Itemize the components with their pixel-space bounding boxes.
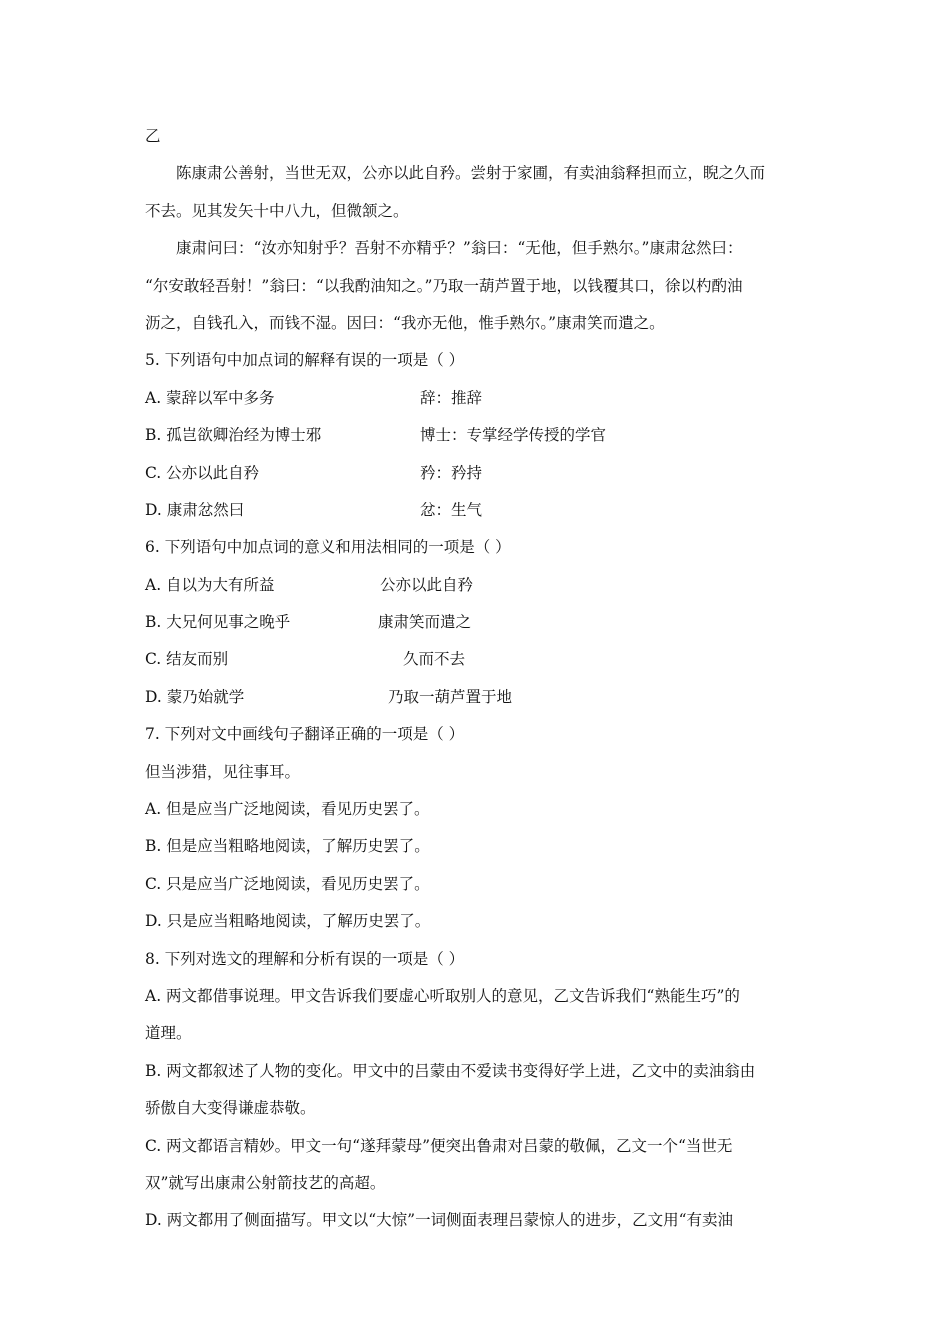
passage-paragraph-1-line-2: 不去。见其发矢十中八九，但微颔之。 bbox=[145, 201, 409, 220]
question-8-option-d-line-1: D. 两文都用了侧面描写。甲文以“大惊”一词侧面表理吕蒙惊人的进步，乙文用“有卖油 bbox=[145, 1211, 734, 1230]
option-text: D. 康肃忿然曰 bbox=[145, 500, 245, 519]
passage-paragraph-1-line-1: 陈康肃公善射，当世无双，公亦以此自矜。尝射于家圃，有卖油翁释担而立，睨之久而 bbox=[176, 164, 766, 183]
question-7-option-c: C. 只是应当广泛地阅读，看见历史罢了。 bbox=[145, 874, 430, 893]
option-note: 博士：专掌经学传授的学官 bbox=[420, 426, 607, 445]
question-5-option-c bbox=[145, 455, 807, 492]
option-text: D. 蒙乃始就学 bbox=[145, 687, 245, 706]
option-text: B. 大兄何见事之晚乎 bbox=[145, 613, 291, 632]
passage-paragraph-2-line-1: 康肃问曰：“汝亦知射乎？吾射不亦精乎？”翁曰：“无他，但手熟尔。”康肃忿然曰： bbox=[176, 239, 743, 258]
question-8-option-c-line-1: C. 两文都语言精妙。甲文一句“遂拜蒙母”便突出鲁肃对吕蒙的敬佩，乙文一个“当世无 bbox=[145, 1136, 733, 1155]
question-8-stem: 8. 下列对选文的理解和分析有误的一项是（ ） bbox=[145, 949, 465, 968]
option-note: 公亦以此自矜 bbox=[380, 575, 474, 594]
question-6-option-c bbox=[145, 641, 807, 678]
question-5-option-d bbox=[145, 492, 807, 529]
question-7-stem: 7. 下列对文中画线句子翻译正确的一项是（ ） bbox=[145, 725, 465, 744]
option-text: A. 自以为大有所益 bbox=[145, 575, 275, 594]
question-5-option-b bbox=[145, 417, 807, 454]
passage-paragraph-2-line-3: 沥之，自钱孔入，而钱不湿。因曰：“我亦无他，惟手熟尔。”康肃笑而遣之。 bbox=[145, 313, 665, 332]
question-7-option-a: A. 但是应当广泛地阅读，看见历史罢了。 bbox=[145, 800, 430, 819]
question-8-option-c-line-2: 双”就写出康肃公射箭技艺的高超。 bbox=[145, 1173, 386, 1192]
option-note: 久而不去 bbox=[403, 650, 466, 669]
option-text: B. 孤岂欲卿治经为博士邪 bbox=[145, 426, 322, 445]
passage-paragraph-2-line-2: “尔安敢轻吾射！”翁曰：“以我酌油知之。”乃取一葫芦置于地，以钱覆其口，徐以杓酌油 bbox=[145, 276, 743, 295]
document-page bbox=[145, 118, 807, 1240]
question-7-sentence: 但当涉猎，见往事耳。 bbox=[145, 762, 301, 781]
question-6-stem: 6. 下列语句中加点词的意义和用法相同的一项是（ ） bbox=[145, 538, 511, 557]
question-5-stem: 5. 下列语句中加点词的解释有误的一项是（ ） bbox=[145, 351, 465, 370]
option-text: A. 蒙辞以军中多务 bbox=[145, 388, 275, 407]
option-text: C. 公亦以此自矜 bbox=[145, 463, 260, 482]
question-7-option-d: D. 只是应当粗略地阅读，了解历史罢了。 bbox=[145, 912, 431, 931]
option-note: 忿：生气 bbox=[420, 500, 483, 519]
question-6-option-b bbox=[145, 604, 807, 641]
question-5-option-a bbox=[145, 380, 807, 417]
option-note: 矜：矜持 bbox=[420, 463, 483, 482]
question-8-option-b-line-2: 骄傲自大变得谦虚恭敬。 bbox=[145, 1099, 316, 1118]
question-8-option-a-line-2: 道理。 bbox=[145, 1024, 192, 1043]
option-note: 辞：推辞 bbox=[420, 388, 483, 407]
question-6-option-d bbox=[145, 679, 807, 716]
question-8-option-a-line-1: A. 两文都借事说理。甲文告诉我们要虚心听取别人的意见，乙文告诉我们“熟能生巧”的 bbox=[145, 986, 740, 1005]
option-note: 乃取一葫芦置于地 bbox=[388, 687, 513, 706]
passage-label: 乙 bbox=[145, 127, 161, 145]
question-7-option-b: B. 但是应当粗略地阅读，了解历史罢了。 bbox=[145, 837, 430, 856]
question-6-option-a bbox=[145, 567, 807, 604]
option-note: 康肃笑而遣之 bbox=[378, 613, 472, 632]
question-8-option-b-line-1: B. 两文都叙述了人物的变化。甲文中的吕蒙由不爱读书变得好学上进，乙文中的卖油翁由 bbox=[145, 1061, 756, 1080]
option-text: C. 结友而别 bbox=[145, 650, 229, 669]
